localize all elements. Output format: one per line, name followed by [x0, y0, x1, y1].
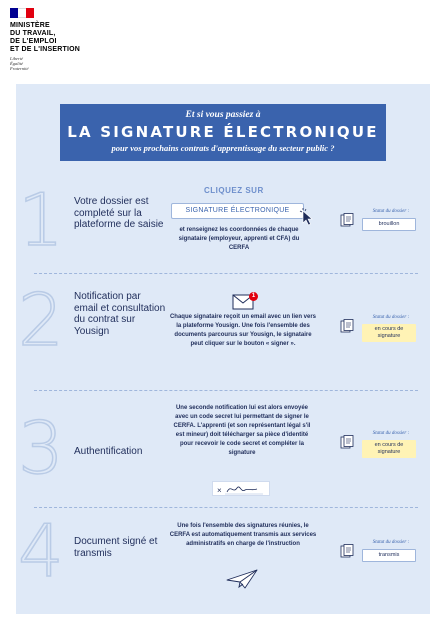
step-number-4: 4: [18, 509, 64, 593]
step-number-3: 3: [18, 406, 64, 490]
page-title: LA SIGNATURE ÉLECTRONIQUE: [67, 123, 379, 141]
step-4-title: Document signé et transmis: [74, 536, 158, 559]
step-divider: [34, 507, 418, 508]
title-intro: Et si vous passiez à: [185, 110, 261, 120]
republic-motto: Liberté Égalité Fraternité: [10, 56, 29, 71]
notification-badge: 1: [249, 292, 258, 301]
document-icon: [340, 544, 354, 558]
status-badge: brouillon: [362, 218, 416, 231]
status-badge: transmis: [362, 549, 416, 562]
ministry-name: MINISTÈRE DU TRAVAIL, DE L'EMPLOI ET DE L'INSERTION: [10, 22, 81, 53]
ministry-header: [10, 8, 130, 71]
status-badge: en cours de signature: [362, 440, 416, 458]
step-3-description: Une seconde notification lui est alors envoyée avec un code secret lui permettant de signer le CERFA. L'apprenti (et son représentant légal s'il est mineur) doit télécharger sa pièce d'identité pour recevoir le code secret et compléter la signature: [173, 405, 311, 456]
electronic-signature-button[interactable]: SIGNATURE ÉLECTRONIQUE: [171, 203, 304, 219]
status-label: Statut du dossier :: [372, 209, 410, 214]
document-icon: [340, 213, 354, 227]
document-icon: [340, 435, 354, 449]
mouse-cursor-icon: [299, 208, 317, 226]
step-2-description: Chaque signataire reçoit un email avec un lien vers la plateforme Yousign. Une fois l'ensemble des documents parcourus sur Yousign, le signataire peut cliquer sur le bouton « signer ».: [169, 314, 317, 347]
click-on-label: CLIQUEZ SUR: [204, 186, 264, 195]
status-label: Statut du dossier :: [372, 431, 410, 436]
step-1-description: et renseignez les coordonnées de chaque signataire (employeur, apprenti et CFA) du CERFA: [178, 227, 300, 251]
title-subtitle: pour vos prochains contrats d'apprentissage du secteur public ?: [111, 143, 335, 153]
step-number-1: 1: [18, 178, 64, 262]
title-banner: [60, 104, 386, 161]
step-3-title: Authentification: [74, 446, 143, 457]
signature-scribble-icon: [213, 482, 271, 497]
svg-text:×: ×: [217, 486, 222, 495]
step-2-title: Notification par email et consultation du contrat sur Yousign: [74, 291, 166, 337]
document-icon: [340, 319, 354, 333]
french-flag-icon: [10, 8, 34, 18]
step-divider: [34, 390, 418, 391]
step-divider: [34, 273, 418, 274]
signature-field: [212, 481, 270, 496]
status-badge: en cours de signature: [362, 324, 416, 342]
step-1-title: Votre dossier est completé sur la plateforme de saisie: [74, 196, 164, 230]
status-label: Statut du dossier :: [372, 540, 410, 545]
status-label: Statut du dossier :: [372, 315, 410, 320]
step-4-description: Une fois l'ensemble des signatures réunies, le CERFA est automatiquement transmis aux services administratifs en charge de l'instruction: [169, 523, 317, 547]
paper-plane-icon: [225, 568, 259, 590]
step-number-2: 2: [18, 278, 64, 362]
